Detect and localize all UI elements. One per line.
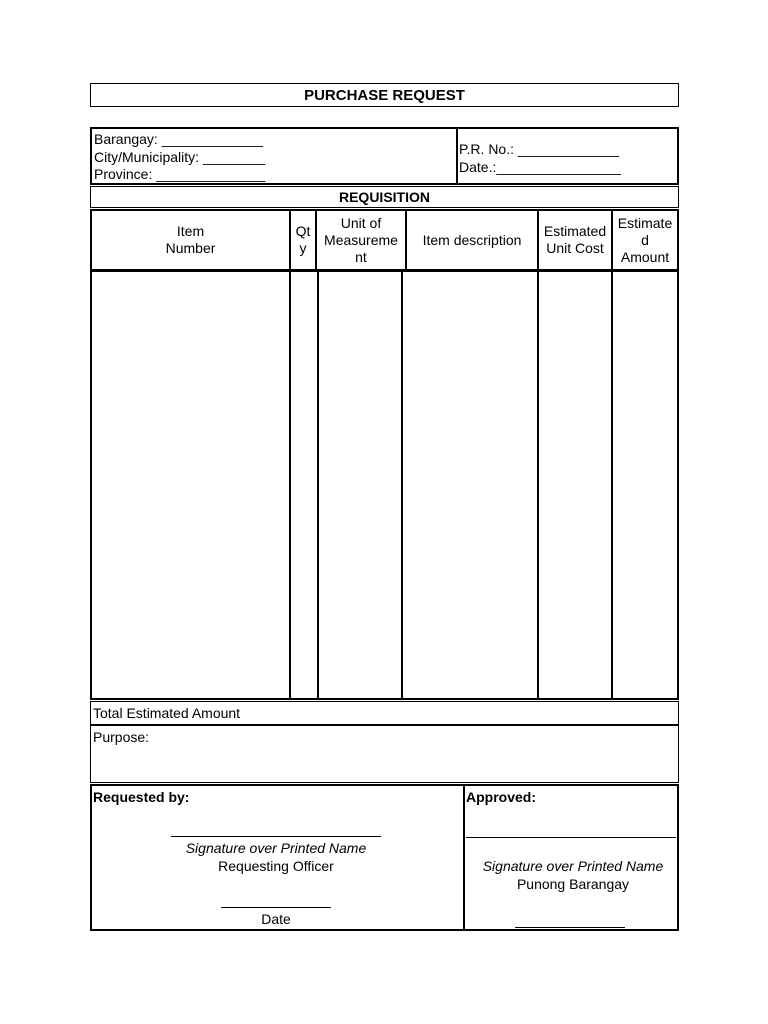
col-description: Item description <box>422 231 522 248</box>
info-divider <box>456 129 458 183</box>
purpose-label: Purpose: <box>93 729 150 745</box>
col-divider <box>405 211 407 269</box>
requesting-officer-label: Requesting Officer <box>218 858 334 874</box>
requesting-signature-line[interactable] <box>171 836 381 837</box>
requesting-signature-caption: Signature over Printed Name <box>185 840 367 856</box>
col-divider <box>611 211 613 269</box>
total-estimated-amount: Total Estimated Amount <box>90 701 679 725</box>
requisition-table <box>90 209 679 700</box>
info-section <box>90 127 679 185</box>
col-divider <box>317 272 319 698</box>
col-divider <box>401 272 403 698</box>
purpose-field[interactable] <box>90 725 679 783</box>
header-rule <box>92 269 677 272</box>
province-field[interactable]: Province: ______________ <box>94 166 266 182</box>
col-divider <box>537 211 539 269</box>
col-divider <box>537 272 539 698</box>
approval-signature-caption: Signature over Printed Name <box>482 858 664 874</box>
request-date-line[interactable] <box>221 907 331 908</box>
col-divider <box>289 211 291 269</box>
approval-date-line[interactable] <box>515 927 625 928</box>
col-divider <box>315 211 317 269</box>
col-unit-cost: Estimated Unit Cost <box>543 223 607 256</box>
approval-signature-line[interactable] <box>466 837 676 838</box>
requisition-header: REQUISITION <box>90 186 679 208</box>
date-field[interactable]: Date.:________________ <box>459 159 621 175</box>
approved-label: Approved: <box>466 789 536 805</box>
reference-fields <box>459 140 621 176</box>
signature-divider <box>463 786 465 929</box>
barangay-field[interactable]: Barangay: _____________ <box>94 131 263 147</box>
col-divider <box>611 272 613 698</box>
col-amount: Estimate d Amount <box>617 214 673 265</box>
signature-section <box>90 784 679 931</box>
pr-number-field[interactable]: P.R. No.: _____________ <box>459 141 620 157</box>
requested-by-label: Requested by: <box>93 789 190 805</box>
form-title: PURCHASE REQUEST <box>90 83 679 107</box>
request-date-label: Date <box>261 911 291 927</box>
punong-barangay-label: Punong Barangay <box>516 876 630 892</box>
col-item-number: Item Number <box>165 223 216 256</box>
location-fields <box>94 131 265 184</box>
col-divider <box>289 272 291 698</box>
col-unit: Unit of Measureme nt <box>324 214 398 265</box>
city-field[interactable]: City/Municipality: ________ <box>94 148 266 165</box>
col-qty: Qt y <box>295 223 311 256</box>
